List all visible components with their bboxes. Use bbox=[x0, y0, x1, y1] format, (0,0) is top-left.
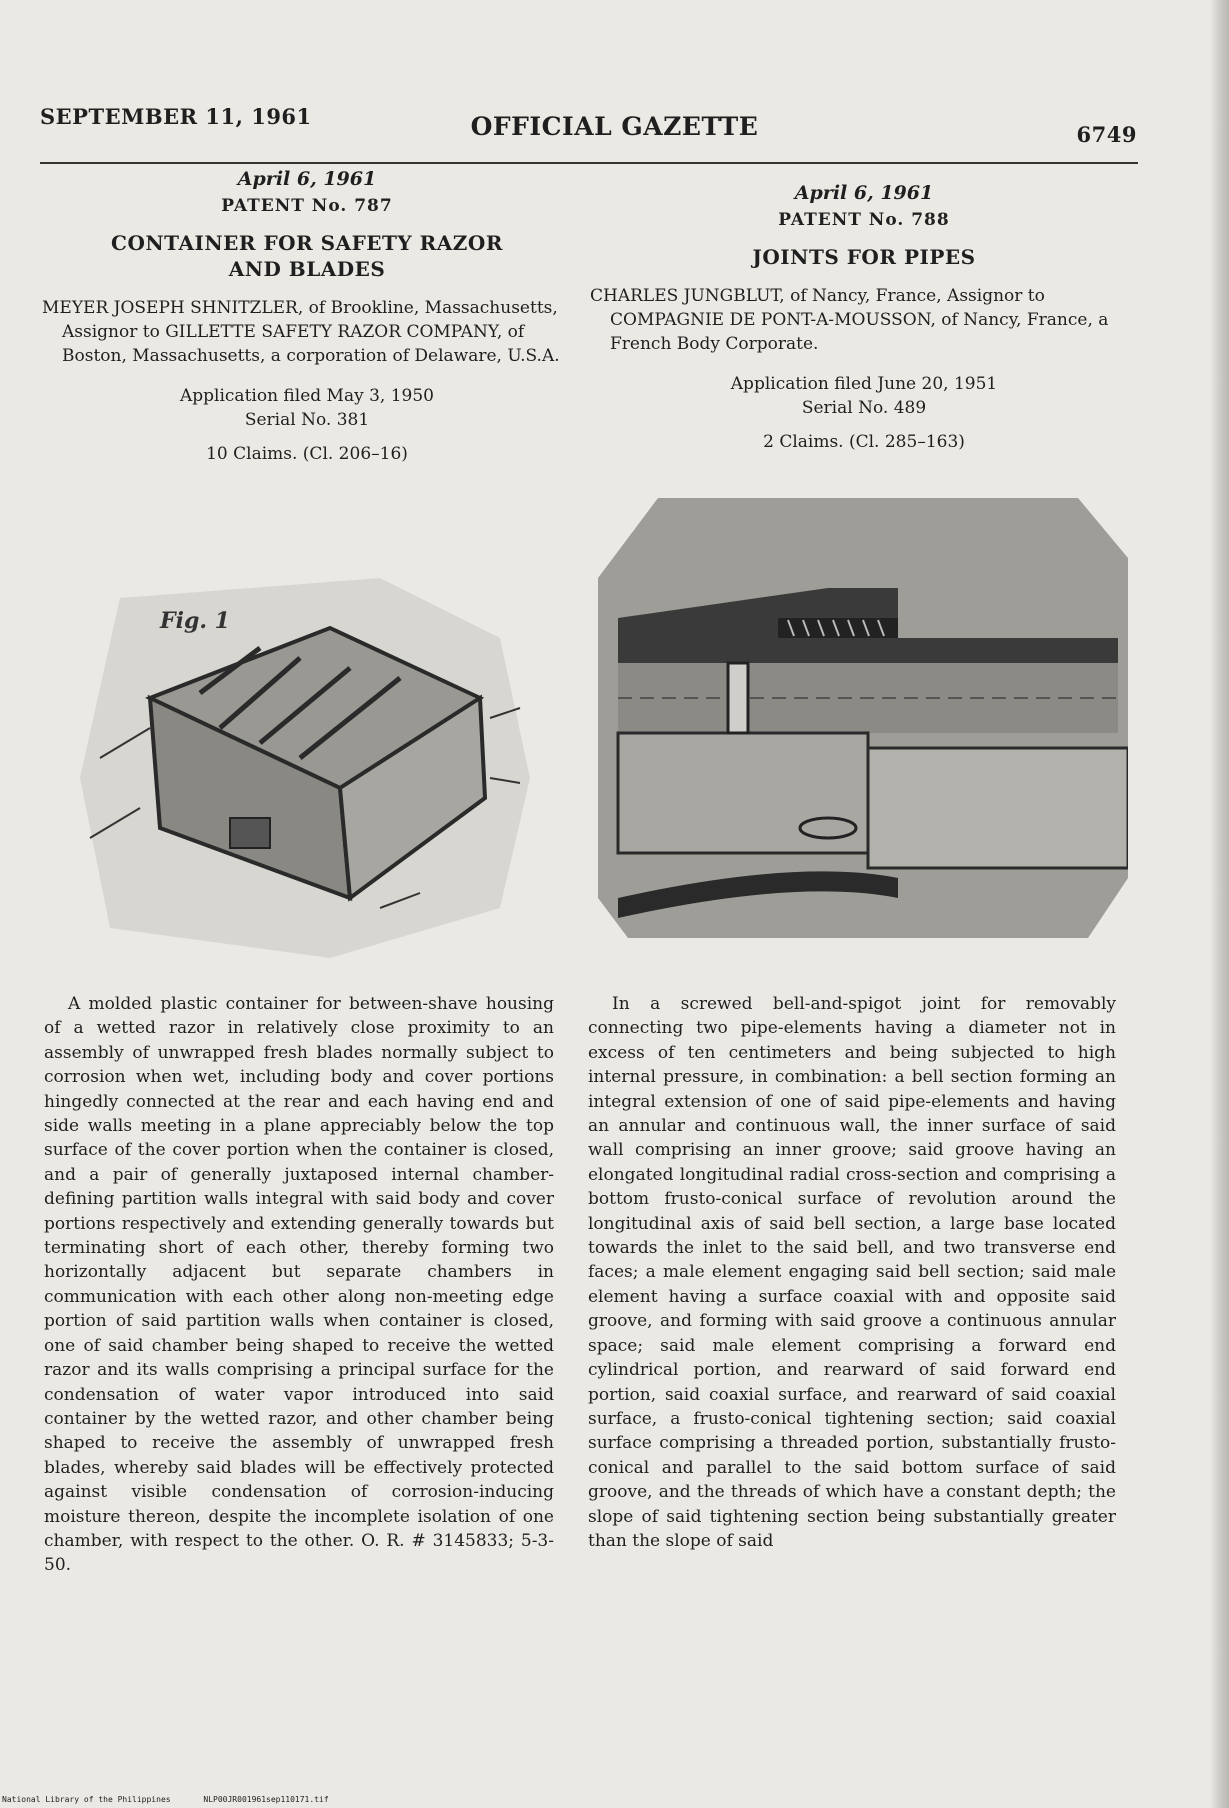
patent-assignee: MEYER JOSEPH SHNITZLER, of Brookline, Massachusetts, Assignor to GILLETTE SAFETY RAZOR COMPANY, of Boston, Massachusetts, a corporation of Delaware, U.S.A. bbox=[42, 298, 560, 366]
patent-title-line1: CONTAINER FOR SAFETY RAZOR bbox=[111, 231, 503, 255]
patent-number: PATENT No. 788 bbox=[778, 210, 950, 230]
gazette-title: OFFICIAL GAZETTE bbox=[470, 112, 759, 141]
patent-788-header bbox=[590, 182, 1138, 452]
patent-title: JOINTS FOR PIPES bbox=[752, 245, 976, 269]
pipe-joint-figure bbox=[598, 498, 1128, 938]
patent-787-abstract: A molded plastic container for between-shave housing of a wetted razor in relatively close proximity to an assembly of unwrapped fresh blades normally subject to corrosion when wet, including body and cover portions hingedly connected at the rear and each having end and side walls meeting in a plane appreciably below the top surface of the cover portion when the container is closed, and a pair of generally juxtaposed internal chamber-defining partition walls integral with said body and cover portions respectively and extending generally towards but terminating short of each other, thereby forming two horizontally adjacent but separate chambers in communication with each other along non-meeting edge portion of said partition walls when container is closed, one of said chamber being shaped to receive the wetted razor and its walls comprising a principal surface for the condensation of water vapor introduced into said container by the wetted razor, and other chamber being shaped to receive the assembly of unwrapped fresh blades, whereby said blades will be effectively protected against visible condensation of corrosion-inducing moisture thereon, despite the incomplete isolation of one chamber, with respect to the other. O. R. # 3145833; 5-3-50. bbox=[44, 994, 554, 1576]
razor-container-drawing bbox=[80, 578, 542, 958]
figure-label: Fig. 1 bbox=[160, 608, 230, 634]
patent-claims: 10 Claims. (Cl. 206–16) bbox=[206, 444, 408, 464]
footer-library: National Library of the Philippines bbox=[2, 1795, 171, 1804]
pipe-joint-drawing bbox=[598, 498, 1128, 938]
patent-date: April 6, 1961 bbox=[237, 168, 377, 190]
spigot-body bbox=[618, 733, 868, 853]
patent-title-line2: AND BLADES bbox=[228, 257, 386, 281]
page-number: 6749 bbox=[1076, 122, 1137, 147]
patent-date: April 6, 1961 bbox=[794, 182, 934, 204]
scan-footer bbox=[2, 1795, 357, 1804]
spigot-end bbox=[728, 663, 748, 733]
issue-date: SEPTEMBER 11, 1961 bbox=[40, 104, 312, 129]
header-rule bbox=[40, 162, 1138, 164]
application-filed: Application filed June 20, 1951 bbox=[730, 374, 998, 394]
container-latch bbox=[230, 818, 270, 848]
patent-787-header bbox=[42, 168, 572, 464]
bell-body bbox=[868, 748, 1128, 868]
serial-number: Serial No. 381 bbox=[244, 410, 370, 430]
patent-number: PATENT No. 787 bbox=[221, 196, 393, 216]
patent-title bbox=[42, 230, 572, 282]
patent-788-abstract: In a screwed bell-and-spigot joint for removably connecting two pipe-elements having a diameter not in excess of ten centimeters and being subjected to high internal pressure, in combination: a bell section forming an integral extension of one of said pipe-elements and having an annular and continuous wall, the inner surface of said wall comprising an inner groove; said groove having an elongated longitudinal radial cross-section and comprising a bottom frusto-conical surface of revolution around the longitudinal axis of said bell section, a large base located towards the inlet to the said bell, and two transverse end faces; a male element engaging said bell section; said male element having a surface coaxial with and opposite said groove, and forming with said groove a continuous annular space; said male element comprising a forward end cylindrical portion, and rearward of said forward end portion, said coaxial surface, and rearward of said coaxial surface, a frusto-conical tightening section; said coaxial surface comprising a threaded portion, substantially frusto-conical and parallel to the said bottom surface of said groove, and the threads of which have a constant depth; the slope of said tightening section being substantially greater than the slope of said bbox=[588, 994, 1116, 1551]
patent-application bbox=[42, 384, 572, 432]
application-filed: Application filed May 3, 1950 bbox=[180, 386, 434, 406]
patent-assignee: CHARLES JUNGBLUT, of Nancy, France, Assignor to COMPAGNIE DE PONT-A-MOUSSON, of Nancy, France, a French Body Corporate. bbox=[590, 286, 1109, 354]
serial-number: Serial No. 489 bbox=[801, 398, 927, 418]
page-edge bbox=[1211, 0, 1229, 1808]
footer-file: NLP00JR001961sep110171.tif bbox=[203, 1795, 329, 1804]
patent-application bbox=[590, 372, 1138, 420]
patent-claims: 2 Claims. (Cl. 285–163) bbox=[763, 432, 965, 452]
razor-container-figure bbox=[80, 578, 542, 958]
